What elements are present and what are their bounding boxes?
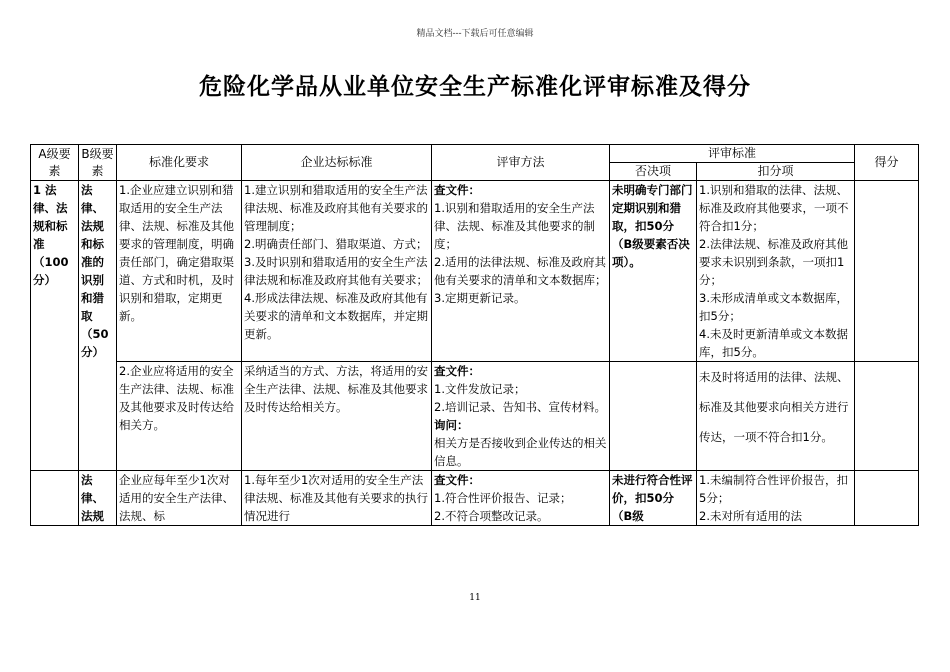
requirement-cell: 2.企业应将适用的安全生产法律、法规、标准及其他要求及时传达给相关方。 — [117, 362, 242, 471]
table-row — [31, 362, 919, 471]
header-criteria: 评审标准 — [610, 145, 855, 163]
requirement-cell: 企业应每年至少1次对适用的安全生产法律、法规、标 — [117, 471, 242, 526]
method-heading: 查文件： — [434, 364, 480, 378]
header-deduction: 扣分项 — [697, 163, 855, 181]
header-enterprise-standard: 企业达标标准 — [242, 145, 432, 181]
method-text: 1.识别和猎取适用的安全生产法律、法规、标准及其他要求的制度； 2.适用的法律法规、标准及政府其他有关要求的清单和文本数据库； 3.定期更新记录。 — [434, 201, 607, 305]
veto-cell — [610, 362, 697, 471]
header-requirement: 标准化要求 — [117, 145, 242, 181]
header-method: 评审方法 — [432, 145, 610, 181]
score-cell — [855, 362, 919, 471]
method-text: 1.文件发放记录； 2.培训记录、告知书、宣传材料。 — [434, 382, 606, 414]
method-heading: 查文件： — [434, 473, 480, 487]
header-a-level: A级要素 — [31, 145, 79, 181]
score-cell — [855, 181, 919, 362]
method-cell — [432, 362, 610, 471]
requirement-cell: 1.企业应建立识别和猎取适用的安全生产法律、法规、标准及其他要求的管理制度，明确责任部门，确定猎取渠道、方式和时机，及时识别和猎取，定期更新。 — [117, 181, 242, 362]
table-row — [31, 471, 919, 526]
method-heading: 询问： — [434, 418, 469, 432]
standard-cell: 采纳适当的方式、方法，将适用的安全生产法律、法规、标准及其他要求及时传达给相关方。 — [242, 362, 432, 471]
header-score: 得分 — [855, 145, 919, 181]
b-level-cell: 法律、法规和标准的识别和猎取（50分） — [79, 181, 117, 471]
method-heading: 查文件： — [434, 183, 480, 197]
deduction-cell: 未及时将适用的法律、法规、标准及其他要求向相关方进行传达，一项不符合扣1分。 — [697, 362, 855, 471]
veto-cell: 未进行符合性评价，扣50分（B级 — [610, 471, 697, 526]
page-number: 11 — [469, 593, 481, 603]
page-title: 危险化学品从业单位安全生产标准化评审标准及得分 — [199, 74, 751, 100]
deduction-cell: 1.识别和猎取的法律、法规、标准及政府其他要求，一项不符合扣1分； 2.法律法规、标准及政府其他要求未识别到条款，一项扣1分； 3.未形成清单或文本数据库，扣5分； 4.未及时更新清单或文本数据库，扣5分。 — [697, 181, 855, 362]
a-level-cell — [31, 471, 79, 526]
method-cell — [432, 471, 610, 526]
method-cell — [432, 181, 610, 362]
score-cell — [855, 471, 919, 526]
method-text: 相关方是否接收到企业传达的相关信息。 — [434, 436, 607, 468]
header-veto: 否决项 — [610, 163, 697, 181]
veto-cell: 未明确专门部门定期识别和猎取，扣50分（B级要素否决项）。 — [610, 181, 697, 362]
table-row — [31, 181, 919, 362]
header-b-level: B级要素 — [79, 145, 117, 181]
method-text: 1.符合性评价报告、记录； 2.不符合项整改记录。 — [434, 491, 572, 523]
evaluation-table — [30, 144, 919, 526]
b-level-cell: 法律、法规 — [79, 471, 117, 526]
watermark-text: 精品文档---下载后可任意编辑 — [416, 29, 534, 39]
a-level-cell: 1 法律、法规和标准（100分） — [31, 181, 79, 471]
standard-cell: 1.每年至少1次对适用的安全生产法律法规、标准及其他有关要求的执行情况进行 — [242, 471, 432, 526]
table-header-row — [31, 145, 919, 163]
deduction-cell: 1.未编制符合性评价报告，扣5分； 2.未对所有适用的法 — [697, 471, 855, 526]
standard-cell: 1.建立识别和猎取适用的安全生产法律法规、标准及政府其他有关要求的管理制度； 2.明确责任部门、猎取渠道、方式； 3.及时识别和猎取适用的安全生产法律法规和标准及政府其他有关要求； 4.形成法律法规、标准及政府其他有关要求的清单和文本数据库，并定期更新。 — [242, 181, 432, 362]
